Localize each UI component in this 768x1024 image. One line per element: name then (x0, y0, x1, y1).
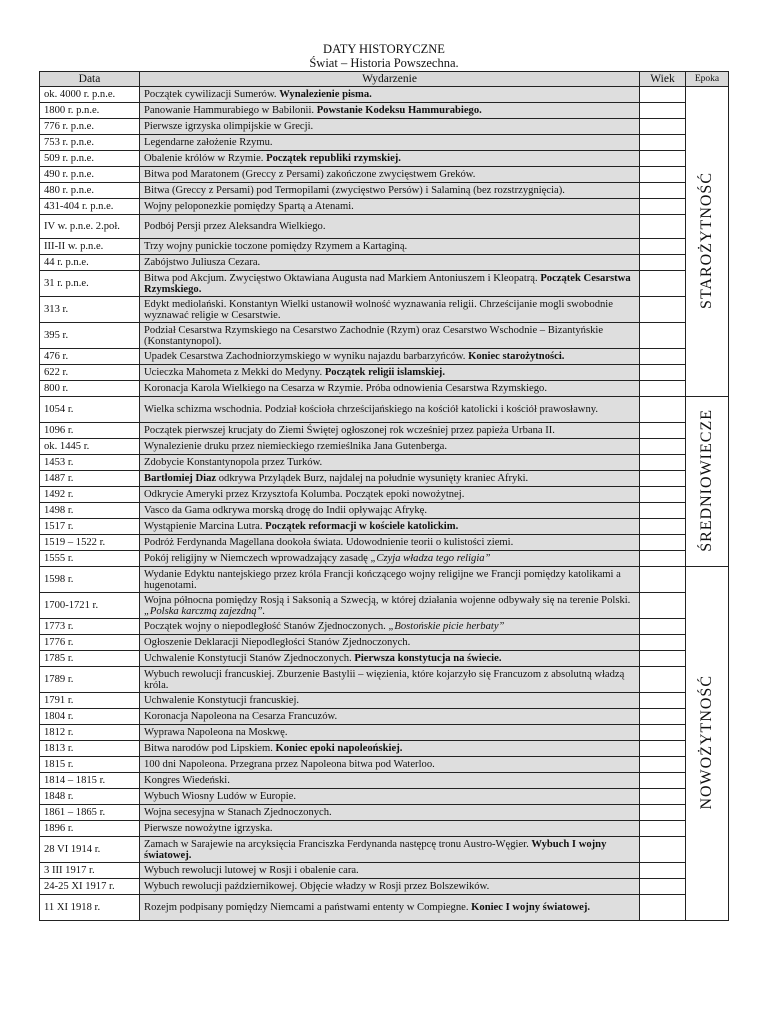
date-cell: 800 r. (40, 381, 140, 397)
table-row (40, 183, 729, 199)
age-cell (640, 199, 686, 215)
date-cell: 1814 – 1815 r. (40, 773, 140, 789)
event-text: Podbój Persji przez Aleksandra Wielkiego. (144, 221, 326, 232)
event-text: Wielka schizma wschodnia. Podział kościoła chrześcijańskiego na kościół katolicki i kościół prawosławny. (144, 404, 598, 415)
table-row (40, 863, 729, 879)
event-cell (140, 667, 640, 693)
date-cell: 1804 r. (40, 709, 140, 725)
event-text: Wybuch Wiosny Ludów w Europie. (144, 791, 297, 802)
age-cell (640, 323, 686, 349)
date-cell: 480 r. p.n.e. (40, 183, 140, 199)
event-text: Legendarne założenie Rzymu. (144, 137, 273, 148)
event-text: Wojna secesyjna w Stanach Zjednoczonych. (144, 807, 332, 818)
event-text: Podróż Ferdynanda Magellana dookoła świata. Udowodnienie teorii o kulistości ziemi. (144, 537, 514, 548)
event-bold-text: Koniec I wojny światowej. (471, 902, 591, 913)
date-cell: 1776 r. (40, 635, 140, 651)
age-cell (640, 725, 686, 741)
event-cell (140, 135, 640, 151)
age-cell (640, 87, 686, 103)
date-cell: 1096 r. (40, 423, 140, 439)
event-cell (140, 519, 640, 535)
table-row (40, 199, 729, 215)
table-row (40, 789, 729, 805)
date-cell: 1861 – 1865 r. (40, 805, 140, 821)
table-row (40, 167, 729, 183)
event-text: Wydanie Edyktu nantejskiego przez króla Francji kończącego wojny religijne we Francji pomiędzy katolikami a hugenotami. (144, 568, 621, 591)
age-cell (640, 693, 686, 709)
event-cell (140, 863, 640, 879)
age-cell (640, 297, 686, 323)
date-cell: 1789 r. (40, 667, 140, 693)
header-age: Wiek (640, 72, 686, 87)
age-cell (640, 487, 686, 503)
age-cell (640, 895, 686, 921)
event-text: Panowanie Hammurabiego w Babilonii. (144, 105, 317, 116)
event-bold-text: Bartłomiej Diaz (144, 473, 217, 484)
age-cell (640, 397, 686, 423)
event-text: Zabójstwo Juliusza Cezara. (144, 257, 261, 268)
date-cell: 1773 r. (40, 619, 140, 635)
age-cell (640, 619, 686, 635)
date-cell: 1487 r. (40, 471, 140, 487)
date-cell: 1815 r. (40, 757, 140, 773)
event-cell (140, 297, 640, 323)
epoch-label: ŚREDNIOWIECZE (698, 408, 715, 552)
event-text: Vasco da Gama odkrywa morską drogę do Indii opływając Afrykę. (144, 505, 428, 516)
header-epoch: Epoka (686, 72, 729, 87)
table-row (40, 773, 729, 789)
event-text: Wybuch rewolucji październikowej. Objęcie władzy w Rosji przez Bolszewików. (144, 881, 490, 892)
age-cell (640, 879, 686, 895)
event-text: Uchwalenie Konstytucji francuskiej. (144, 695, 300, 706)
date-cell: 24-25 XI 1917 r. (40, 879, 140, 895)
table-row (40, 503, 729, 519)
date-cell: 1492 r. (40, 487, 140, 503)
age-cell (640, 567, 686, 593)
event-bold-text: Początek republiki rzymskiej. (266, 153, 401, 164)
event-cell (140, 255, 640, 271)
epoch-cell (686, 87, 729, 397)
event-text: Wybuch rewolucji francuskiej. Zburzenie Bastylii – więzienia, które kojarzyło się Francuzom z absolutną władzą króla. (144, 668, 625, 691)
event-cell (140, 725, 640, 741)
event-cell (140, 503, 640, 519)
event-text: odkrywa Przylądek Burz, najdalej na południe wysunięty kraniec Afryki. (216, 473, 529, 484)
table-row (40, 119, 729, 135)
event-bold-text: Koniec starożytności. (468, 351, 565, 362)
event-cell (140, 455, 640, 471)
age-cell (640, 151, 686, 167)
event-text: Bitwa (Greccy z Persami) pod Termopilami (zwycięstwo Persów) i Salaminą (bez rozstrzygnięcia). (144, 185, 565, 196)
event-bold-text: Powstanie Kodeksu Hammurabiego. (316, 105, 482, 116)
event-text: Koronacja Napoleona na Cesarza Francuzów. (144, 711, 338, 722)
event-cell (140, 349, 640, 365)
date-cell: 11 XI 1918 r. (40, 895, 140, 921)
epoch-label: NOWOŻYTNOŚĆ (698, 674, 715, 810)
event-text: Wystąpienie Marcina Lutra. (144, 521, 266, 532)
event-text: Ucieczka Mahometa z Mekki do Medyny. (144, 367, 325, 378)
table-row (40, 397, 729, 423)
date-cell: 509 r. p.n.e. (40, 151, 140, 167)
event-text: Początek cywilizacji Sumerów. (144, 89, 280, 100)
event-cell (140, 183, 640, 199)
event-cell (140, 471, 640, 487)
event-cell (140, 199, 640, 215)
event-cell (140, 535, 640, 551)
age-cell (640, 255, 686, 271)
event-cell (140, 741, 640, 757)
table-row (40, 895, 729, 921)
event-bold-text: Początek religii islamskiej. (324, 367, 445, 378)
event-text: Wyprawa Napoleona na Moskwę. (144, 727, 288, 738)
event-cell (140, 567, 640, 593)
age-cell (640, 439, 686, 455)
date-cell: 753 r. p.n.e. (40, 135, 140, 151)
table-row (40, 255, 729, 271)
table-row (40, 323, 729, 349)
table-row (40, 487, 729, 503)
table-row (40, 667, 729, 693)
event-cell (140, 651, 640, 667)
date-cell: 1519 – 1522 r. (40, 535, 140, 551)
event-cell (140, 821, 640, 837)
age-cell (640, 167, 686, 183)
event-bold-text: Wybuch I wojny światowej. (144, 838, 607, 861)
table-row (40, 837, 729, 863)
date-cell: 1054 r. (40, 397, 140, 423)
table-body (40, 87, 729, 921)
event-text: Trzy wojny punickie toczone pomiędzy Rzymem a Kartaginą. (144, 241, 408, 252)
table-row (40, 271, 729, 297)
epoch-cell (686, 567, 729, 921)
age-cell (640, 863, 686, 879)
age-cell (640, 805, 686, 821)
event-text: Wybuch rewolucji lutowej w Rosji i obalenie cara. (144, 865, 359, 876)
date-cell: ok. 4000 r. p.n.e. (40, 87, 140, 103)
event-text: Kongres Wiedeński. (144, 775, 230, 786)
event-cell (140, 789, 640, 805)
table-row (40, 635, 729, 651)
table-row (40, 381, 729, 397)
event-bold-text: Początek reformacji w kościele katolickim. (265, 521, 459, 532)
date-cell: ok. 1445 r. (40, 439, 140, 455)
event-cell (140, 103, 640, 119)
table-row (40, 567, 729, 593)
age-cell (640, 271, 686, 297)
event-bold-text: Koniec epoki napoleońskiej. (275, 743, 403, 754)
age-cell (640, 135, 686, 151)
event-bold-text: Początek Cesarstwa Rzymskiego. (144, 272, 631, 295)
event-text: Początek wojny o niepodległość Stanów Zjednoczonych. (144, 621, 389, 632)
age-cell (640, 635, 686, 651)
event-cell (140, 635, 640, 651)
event-text: Zamach w Sarajewie na arcyksięcia Franciszka Ferdynanda następcę tronu Austro-Węgier. (144, 838, 532, 850)
age-cell (640, 551, 686, 567)
event-text: Bitwa pod Akcjum. Zwycięstwo Oktawiana Augusta nad Markiem Antoniuszem i Kleopatrą. (144, 272, 541, 284)
date-cell: 1812 r. (40, 725, 140, 741)
age-cell (640, 471, 686, 487)
date-cell: 28 VI 1914 r. (40, 837, 140, 863)
table-row (40, 349, 729, 365)
date-cell: 1555 r. (40, 551, 140, 567)
table-row (40, 135, 729, 151)
table-row (40, 725, 729, 741)
age-cell (640, 381, 686, 397)
table-row (40, 439, 729, 455)
date-cell: 1848 r. (40, 789, 140, 805)
table-row (40, 519, 729, 535)
epoch-label: STAROŻYTNOŚĆ (698, 171, 715, 309)
date-cell: 1785 r. (40, 651, 140, 667)
event-text: Zdobycie Konstantynopola przez Turków. (144, 457, 323, 468)
event-text: Edykt mediolański. Konstantyn Wielki ustanowił wolność wyznawania religii. Chrześcijanie mogli swobodnie wyznawać religie w Cesarstwie. (144, 298, 613, 321)
event-cell (140, 87, 640, 103)
table-row (40, 471, 729, 487)
age-cell (640, 239, 686, 255)
event-cell (140, 619, 640, 635)
event-text: Odkrycie Ameryki przez Krzysztofa Kolumba. Początek epoki nowożytnej. (144, 489, 465, 500)
date-cell: 313 r. (40, 297, 140, 323)
table-row (40, 551, 729, 567)
table-row (40, 693, 729, 709)
header-event: Wydarzenie (140, 72, 640, 87)
table-header-row (40, 72, 729, 87)
date-cell: 395 r. (40, 323, 140, 349)
table-row (40, 535, 729, 551)
age-cell (640, 741, 686, 757)
table-row (40, 365, 729, 381)
event-text: Ogłoszenie Deklaracji Niepodległości Stanów Zjednoczonych. (144, 637, 411, 648)
event-italic-text: „Czyja władza tego religia” (370, 553, 491, 564)
event-text: Wynalezienie druku przez niemieckiego rzemieślnika Jana Gutenberga. (144, 441, 448, 452)
table-row (40, 87, 729, 103)
event-cell (140, 757, 640, 773)
event-text: Wojny peloponezkie pomiędzy Spartą a Atenami. (144, 201, 354, 212)
event-cell (140, 879, 640, 895)
event-cell (140, 423, 640, 439)
table-row (40, 423, 729, 439)
date-cell: 1517 r. (40, 519, 140, 535)
event-bold-text: Wynalezienie pisma. (279, 89, 372, 100)
age-cell (640, 455, 686, 471)
date-cell: III-II w. p.n.e. (40, 239, 140, 255)
date-cell: 3 III 1917 r. (40, 863, 140, 879)
table-row (40, 709, 729, 725)
table-row (40, 879, 729, 895)
event-text: Koronacja Karola Wielkiego na Cesarza w Rzymie. Próba odnowienia Cesarstwa Rzymskiego. (144, 383, 547, 394)
age-cell (640, 365, 686, 381)
date-cell: 1598 r. (40, 567, 140, 593)
event-cell (140, 709, 640, 725)
event-cell (140, 837, 640, 863)
event-cell (140, 593, 640, 619)
date-cell: 1700-1721 r. (40, 593, 140, 619)
event-cell (140, 381, 640, 397)
event-cell (140, 895, 640, 921)
event-text: Pierwsze nowożytne igrzyska. (144, 823, 273, 834)
event-bold-text: Pierwsza konstytucja na świecie. (354, 653, 502, 664)
event-text: Wojna północna pomiędzy Rosją i Saksonią a Szwecją, w której działania wojenne odbywały się na terenie Polski. (144, 594, 631, 606)
event-text: Upadek Cesarstwa Zachodniorzymskiego w wyniku najazdu barbarzyńców. (144, 351, 469, 362)
age-cell (640, 667, 686, 693)
date-cell: 490 r. p.n.e. (40, 167, 140, 183)
event-cell (140, 439, 640, 455)
table-row (40, 215, 729, 239)
age-cell (640, 535, 686, 551)
event-text: 100 dni Napoleona. Przegrana przez Napoleona bitwa pod Waterloo. (144, 759, 435, 770)
age-cell (640, 757, 686, 773)
date-cell: 776 r. p.n.e. (40, 119, 140, 135)
table-row (40, 619, 729, 635)
date-cell: 1896 r. (40, 821, 140, 837)
event-cell (140, 551, 640, 567)
event-cell (140, 397, 640, 423)
event-text: Podział Cesarstwa Rzymskiego na Cesarstwo Zachodnie (Rzym) oraz Cesarstwo Wschodnie – Bizantyńskie (Konstantynopol). (144, 324, 604, 347)
age-cell (640, 709, 686, 725)
event-cell (140, 805, 640, 821)
event-cell (140, 151, 640, 167)
page-subtitle: Świat – Historia Powszechna. (309, 56, 459, 70)
table-row (40, 455, 729, 471)
date-cell: 431-404 r. p.n.e. (40, 199, 140, 215)
age-cell (640, 103, 686, 119)
date-cell: IV w. p.n.e. 2.poł. (40, 215, 140, 239)
date-cell: 1791 r. (40, 693, 140, 709)
age-cell (640, 773, 686, 789)
event-cell (140, 119, 640, 135)
event-italic-text: „Polska karczmą zajezdną”. (144, 605, 266, 617)
page-title: DATY HISTORYCZNE (323, 42, 445, 56)
date-cell: 1813 r. (40, 741, 140, 757)
history-dates-table (39, 71, 729, 921)
date-cell: 44 r. p.n.e. (40, 255, 140, 271)
epoch-cell (686, 397, 729, 567)
age-cell (640, 119, 686, 135)
table-row (40, 297, 729, 323)
table-row (40, 593, 729, 619)
age-cell (640, 519, 686, 535)
event-text: Początek pierwszej krucjaty do Ziemi Świętej ogłoszonej rok wcześniej przez papieża Urbana II. (144, 425, 555, 436)
date-cell: 31 r. p.n.e. (40, 271, 140, 297)
date-cell: 1498 r. (40, 503, 140, 519)
event-italic-text: „Bostońskie picie herbaty” (388, 621, 505, 632)
table-row (40, 757, 729, 773)
age-cell (640, 651, 686, 667)
age-cell (640, 349, 686, 365)
age-cell (640, 593, 686, 619)
age-cell (640, 837, 686, 863)
age-cell (640, 789, 686, 805)
table-row (40, 151, 729, 167)
age-cell (640, 821, 686, 837)
event-cell (140, 487, 640, 503)
table-row (40, 741, 729, 757)
event-cell (140, 693, 640, 709)
event-text: Bitwa pod Maratonem (Greccy z Persami) zakończone zwycięstwem Greków. (144, 169, 476, 180)
age-cell (640, 503, 686, 519)
event-text: Rozejm podpisany pomiędzy Niemcami a państwami ententy w Compiegne. (144, 902, 472, 913)
event-cell (140, 365, 640, 381)
event-cell (140, 773, 640, 789)
event-text: Bitwa narodów pod Lipskiem. (144, 743, 276, 754)
event-cell (140, 215, 640, 239)
table-row (40, 821, 729, 837)
event-text: Obalenie królów w Rzymie. (144, 153, 267, 164)
date-cell: 622 r. (40, 365, 140, 381)
date-cell: 1800 r. p.n.e. (40, 103, 140, 119)
event-text: Pierwsze igrzyska olimpijskie w Grecji. (144, 121, 314, 132)
date-cell: 476 r. (40, 349, 140, 365)
event-cell (140, 271, 640, 297)
event-cell (140, 323, 640, 349)
table-row (40, 103, 729, 119)
age-cell (640, 423, 686, 439)
date-cell: 1453 r. (40, 455, 140, 471)
age-cell (640, 183, 686, 199)
event-cell (140, 167, 640, 183)
table-row (40, 651, 729, 667)
header-date: Data (40, 72, 140, 87)
age-cell (640, 215, 686, 239)
event-cell (140, 239, 640, 255)
event-text: Pokój religijny w Niemczech wprowadzający zasadę (144, 553, 371, 564)
table-row (40, 805, 729, 821)
event-text: Uchwalenie Konstytucji Stanów Zjednoczonych. (144, 653, 355, 664)
table-row (40, 239, 729, 255)
